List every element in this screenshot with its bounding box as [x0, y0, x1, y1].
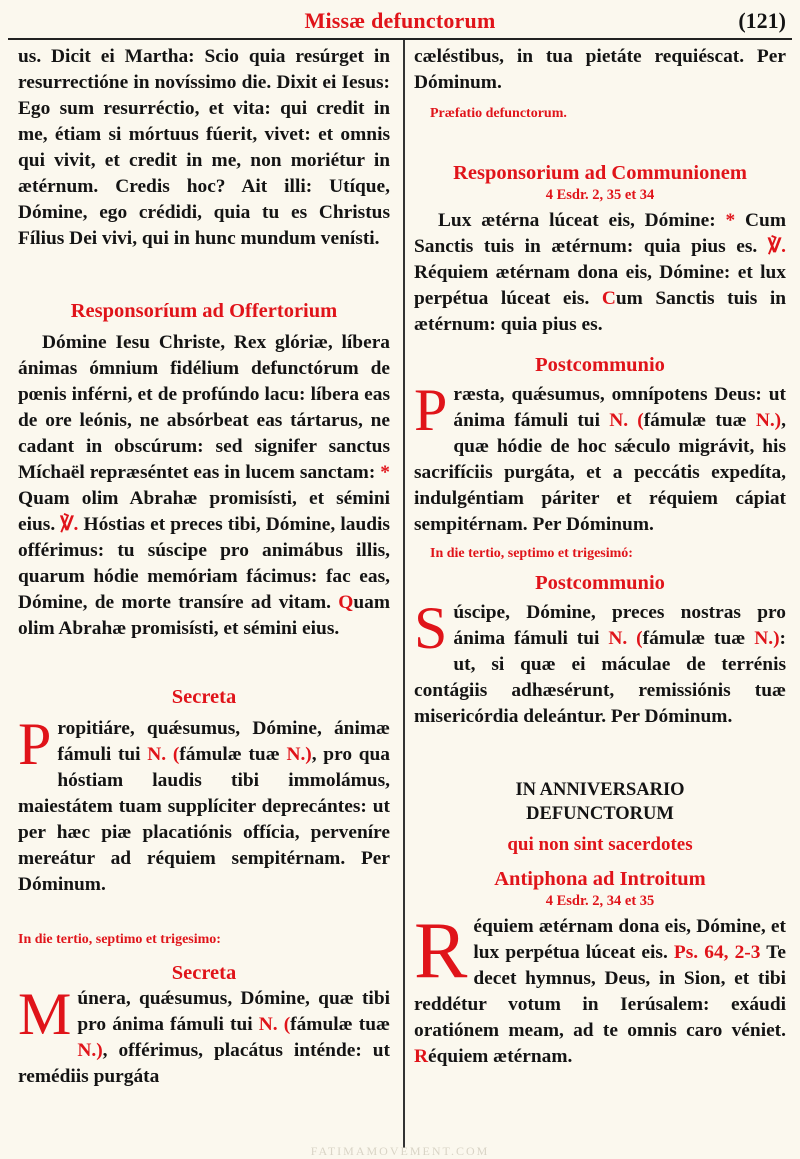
communion-part-d: um Sanctis tuis in ætérnum: quia pius es. — [414, 288, 786, 335]
drop-cap: S — [414, 595, 448, 661]
rubric-note: In die tertio, septimo et trigesimo: — [18, 932, 221, 947]
communion-part-c: Réquiem ætérnam dona eis, Dómine: et lux perpétua lúceat eis. — [414, 262, 786, 309]
postcommunion2-text — [414, 595, 787, 730]
offertory-part-a: Dómine Iesu Christe, Rex glóriæ, líbera ánimas ómnium fidélium defunctórum de pœnis inférni, et de profúndo lacu: líbera eas de ore leónis, ne absórbeat eas tártarus, ne cadant in obscúrum: sed signifer sanctus Míchaël repræséntet eas in lucem sanctam: — [18, 332, 390, 483]
watermark: FATIMAMOVEMENT.COM — [310, 1144, 490, 1158]
rubric-note: In die tertio, septimo et trigesimó: — [430, 546, 633, 561]
secret-part-a: ropitiáre, quǽsumus, Dómine, ánimæ fámuli tui — [57, 718, 390, 765]
repeat-initial: Q — [338, 592, 354, 613]
introit-heading: Antiphona ad Introitum — [494, 868, 706, 890]
postcommunion-text — [414, 377, 786, 538]
communion-text — [414, 208, 786, 338]
header-rule — [8, 38, 792, 40]
post2-part-a: úscipe, Dómine, preces nostras pro ánima fámuli tui — [453, 602, 786, 649]
post-part-c: , quæ hódie de hoc sǽculo migrávit, his sacrifíciis purgáta, et a peccátis expedíta, indulgéntiam páriter et réquiem cápiat sempitérnam. Per Dóminum. — [414, 410, 786, 535]
column-divider — [403, 40, 405, 1148]
running-title: Missæ defunctorum — [304, 8, 496, 33]
secret2-heading: Secreta — [171, 962, 237, 984]
name-placeholder: N.) — [77, 1040, 103, 1061]
preface-rubric: Præfatio defunctorum. — [430, 106, 567, 121]
introit-part-c: équiem ætérnam. — [428, 1046, 573, 1067]
offertory-part-b: Quam olim Abrahæ promisísti, et sémini eius. — [18, 488, 390, 535]
name-placeholder: N. ( — [147, 744, 180, 765]
communion-part-a: Lux ætérna lúceat eis, Dómine: — [438, 210, 716, 231]
drop-cap: M — [18, 981, 72, 1047]
post-part-b: fámulæ tuæ — [643, 410, 747, 431]
versicle-icon: ℣. — [767, 236, 786, 257]
name-placeholder: N.) — [754, 628, 780, 649]
repeat-initial: R — [414, 1046, 429, 1067]
continued-text: cæléstibus, in tua pietáte requiéscat. Per Dóminum. — [414, 46, 786, 93]
name-placeholder: N.) — [286, 744, 312, 765]
anniversary-heading-line2: DEFUNCTORUM — [526, 804, 674, 824]
introit-text — [414, 907, 786, 1070]
drop-cap: P — [18, 711, 52, 777]
post2-part-b: fámulæ tuæ — [642, 628, 746, 649]
introit-reference: 4 Esdr. 2, 34 et 35 — [545, 893, 655, 909]
right-column — [414, 44, 786, 1070]
communion-reference: 4 Esdr. 2, 35 et 34 — [545, 187, 655, 203]
offertory-text — [18, 330, 390, 642]
name-placeholder: N. ( — [608, 628, 643, 649]
repeat-initial: C — [601, 288, 616, 309]
offertory-heading: Responsoríum ad Offertorium — [70, 300, 338, 322]
offertory-repeat: uam olim Abrahæ promisísti, et sémini eius. — [18, 592, 390, 639]
secret2-text — [18, 981, 390, 1090]
secret2-part-b: fámulæ tuæ — [290, 1014, 390, 1035]
introit-part-a: équiem ætérnam dona eis, Dómine, et lux perpétua lúceat eis. — [473, 916, 786, 963]
name-placeholder: N. ( — [609, 410, 644, 431]
asterisk-mark: * — [380, 462, 390, 483]
secret2-part-a: únera, quǽsumus, Dómine, quæ tibi pro ánima fámuli tui — [77, 988, 390, 1035]
secret2-part-c: , offérimus, placátus inténde: ut remédiis purgáta — [18, 1040, 390, 1087]
left-column — [18, 44, 390, 1090]
postcommunion2-heading: Postcommunio — [535, 572, 665, 594]
introit-part-b: Te decet hymnus, Deus, in Sion, et tibi reddétur votum in Ierúsalem: exáudi oratiónem meam, ad te omnis caro véniet. — [414, 942, 786, 1041]
secret-part-c: , pro qua hóstiam laudis tibi immolámus, maiestátem tuam supplíciter deprecántes: ut per hæc piæ placatiónis offícia, perveníre mereátur ad réquiem sempitérnam. Per Dóminum. — [18, 744, 390, 895]
psalm-reference: Ps. 64, 2-3 — [673, 942, 761, 963]
secret-part-b: fámulæ tuæ — [179, 744, 280, 765]
drop-cap: P — [414, 377, 448, 443]
postcommunion-heading: Postcommunio — [535, 354, 665, 376]
anniversary-heading-line1: IN ANNIVERSARIO — [515, 780, 685, 800]
drop-cap: R — [414, 907, 468, 995]
communion-heading: Responsorium ad Communionem — [453, 162, 747, 184]
name-placeholder: N.) — [755, 410, 782, 431]
name-placeholder: N. ( — [258, 1014, 291, 1035]
versicle-icon: ℣. — [60, 514, 79, 535]
secret-heading: Secreta — [171, 686, 237, 708]
secret-text — [18, 711, 390, 898]
gospel-ending: us. Dicit ei Martha: Scio quia resúrget in resurrectióne in novíssimo die. Dixit ei Iesus: Ego sum resurréctio, et vita: qui credit in me, étiam si mórtuus fúerit, vivet: et omnis qui vivit, et credit in me, non moriétur in ætérnum. Credis hoc? Ait illi: Utíque, Dómine, ego crédidi, quia tu es Christus Fílius Dei vivi, qui in hunc mundum venísti. — [18, 46, 390, 249]
anniversary-subtitle: qui non sint sacerdotes — [507, 834, 693, 855]
post-part-a: ræsta, quǽsumus, omnípotens Deus: ut ánima fámuli tui — [453, 384, 786, 431]
page-number: (121) — [738, 8, 786, 33]
communion-part-b: Cum Sanctis tuis in ætérnum: quia pius es. — [414, 210, 786, 257]
offertory-part-c: Hóstias et preces tibi, Dómine, laudis offérimus: tu súscipe pro animábus illis, quarum hódie memóriam fácimus: fac eas, Dómine, de morte transíre ad vitam. — [18, 514, 390, 613]
post2-part-c: : ut, si quæ ei máculae de terrénis contágiis adhæsérunt, remissiónis tuæ misericórdia deleántur. Per Dóminum. — [414, 628, 787, 727]
asterisk-mark: * — [725, 210, 736, 231]
